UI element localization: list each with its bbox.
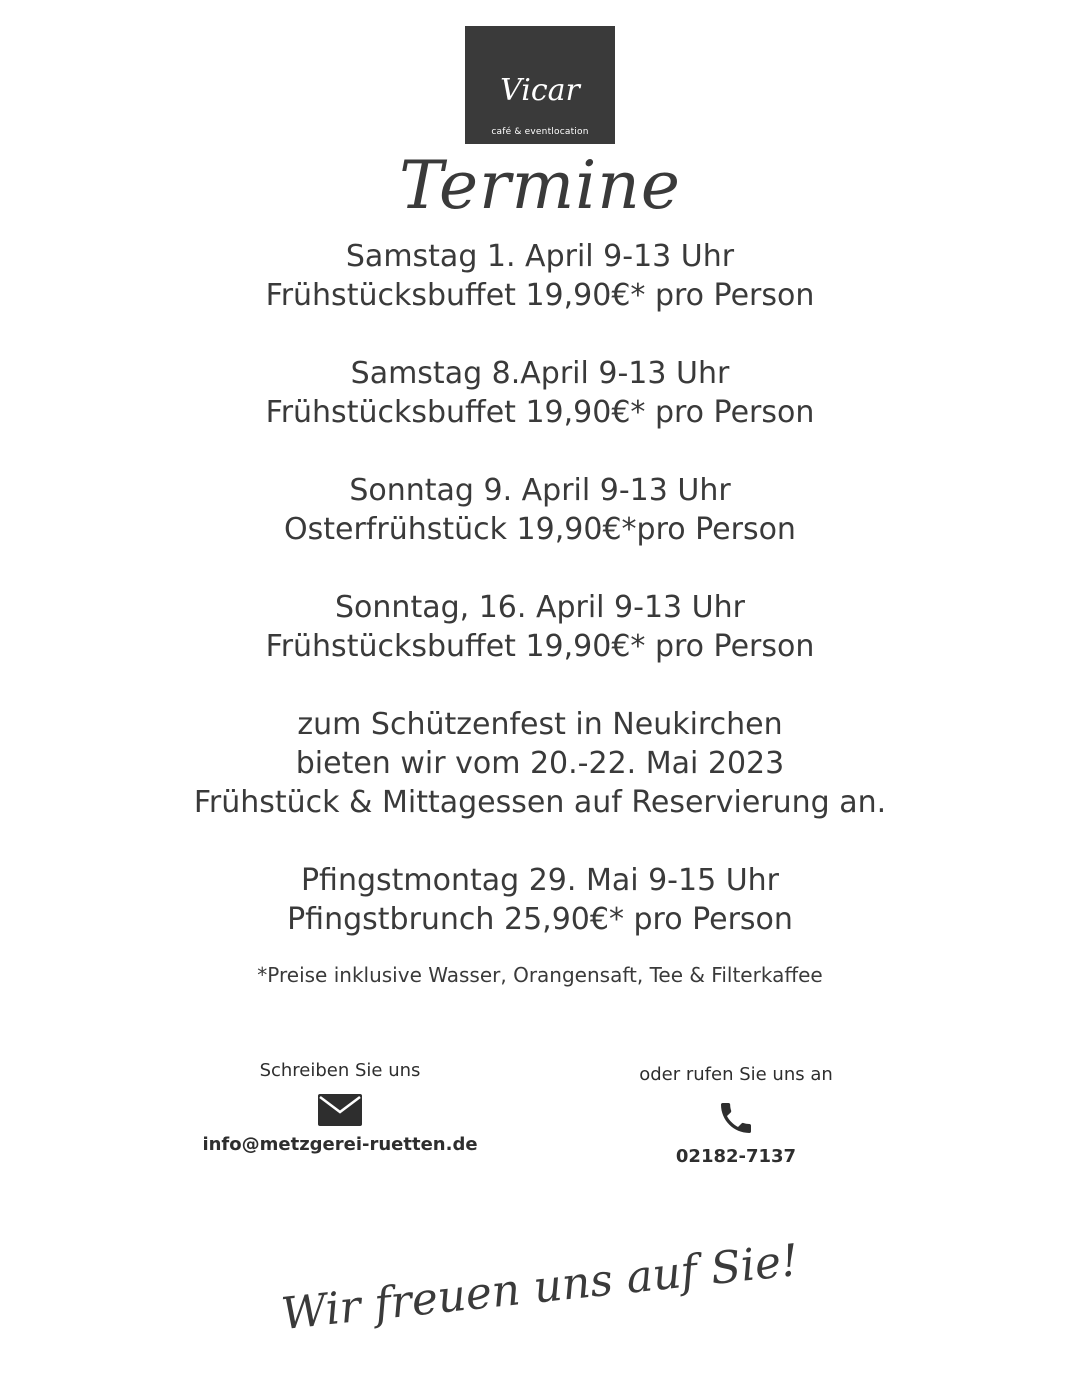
logo-tagline: café & eventlocation [491, 127, 589, 137]
closing-message: Wir freuen uns auf Sie! [278, 1234, 802, 1341]
event-date: Sonntag 9. April 9-13 Uhr [349, 473, 731, 508]
email-label: Schreiben Sie uns [259, 1060, 421, 1081]
event-date: Samstag 1. April 9-13 Uhr [345, 239, 735, 274]
phone-number[interactable]: 02182-7137 [675, 1146, 797, 1167]
event-date: Samstag 8.April 9-13 Uhr [350, 356, 730, 391]
event-item [0, 354, 1080, 432]
price-note: *Preise inklusive Wasser, Orangensaft, Tee & Filterkaffee [257, 963, 823, 987]
event-offer: Osterfrühstück 19,90€*pro Person [284, 512, 796, 547]
pentecost-item [0, 861, 1080, 939]
event-list [0, 237, 1080, 978]
event-item [0, 237, 1080, 315]
festival-line: zum Schützenfest in Neukirchen [297, 707, 783, 742]
festival-notice [0, 705, 1080, 822]
festival-line: bieten wir vom 20.-22. Mai 2023 [295, 746, 785, 781]
email-contact [200, 1058, 480, 1158]
phone-contact [626, 1062, 846, 1170]
event-offer: Frühstücksbuffet 19,90€* pro Person [265, 629, 815, 664]
event-item [0, 471, 1080, 549]
event-date: Pfingstmontag 29. Mai 9-15 Uhr [300, 863, 780, 898]
envelope-icon [318, 1094, 362, 1126]
phone-label: oder rufen Sie uns an [639, 1064, 833, 1085]
event-offer: Frühstücksbuffet 19,90€* pro Person [265, 395, 815, 430]
email-link[interactable]: info@metzgerei-ruetten.de [202, 1134, 478, 1155]
festival-line: Frühstück & Mittagessen auf Reservierung an. [193, 785, 887, 820]
phone-icon [716, 1098, 756, 1138]
event-date: Sonntag, 16. April 9-13 Uhr [335, 590, 745, 625]
event-item [0, 588, 1080, 666]
logo-name: Vicar [500, 73, 580, 108]
logo [465, 26, 615, 144]
event-offer: Pfingstbrunch 25,90€* pro Person [287, 902, 793, 937]
event-offer: Frühstücksbuffet 19,90€* pro Person [265, 278, 815, 313]
page-title: Termine [399, 147, 681, 224]
